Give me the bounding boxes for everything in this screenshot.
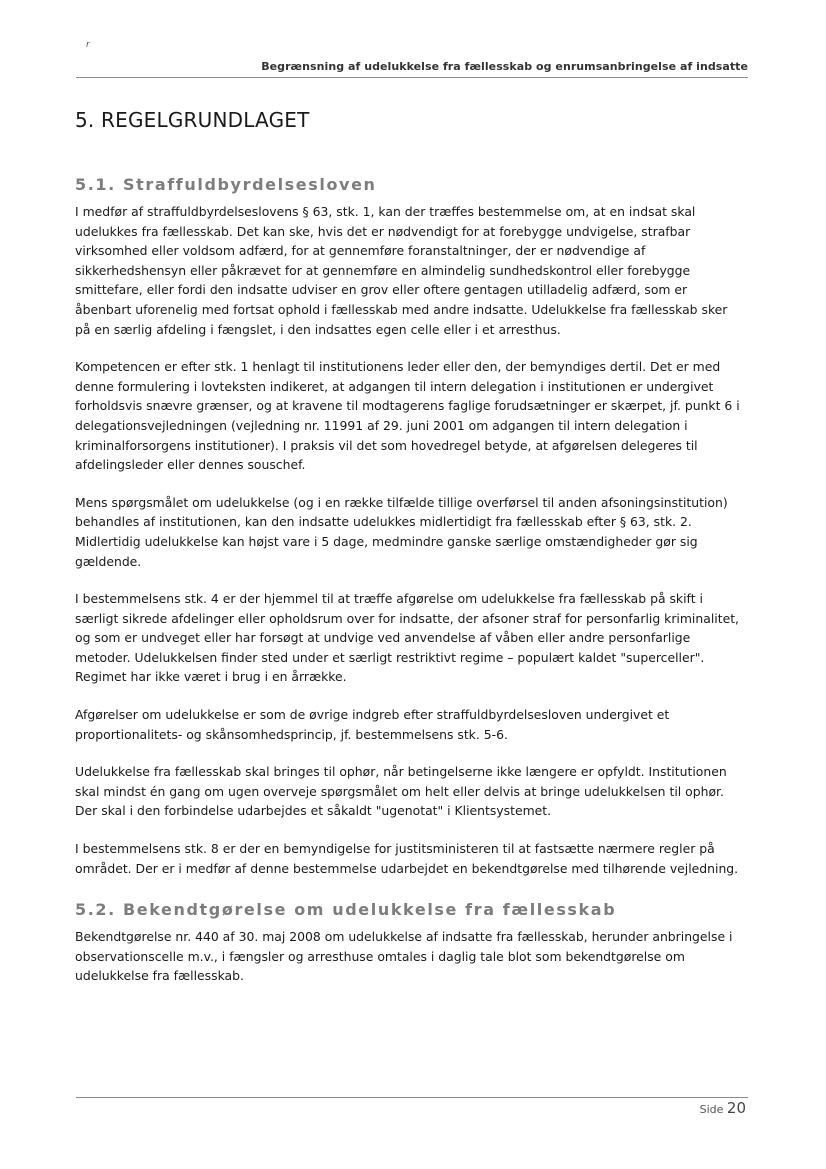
paragraph: Kompetencen er efter stk. 1 henlagt til institutionens leder eller den, der bemyndiges dertil. Det er med denne formulering i lovteksten indikeret, at adgangen til intern delegation i institutionen er undergivet forholdsvis snævre grænser, og at kravene til modtagerens faglige forudsætninger er skærpet, jf. punkt 6 i delegationsvejledningen (vejledning nr. 11991 af 29. juni 2001 om adgangen til intern delegation i kriminalforsorgens institutioner). I praksis vil det som hovedregel betyde, at afgørelsen delegeres til afdelingsleder eller dennes souschef. bbox=[75, 359, 740, 473]
paragraph: Udelukkelse fra fællesskab skal bringes til ophør, når betingelserne ikke længere er opfyldt. Institutionen skal mindst én gang om ugen overveje spørgsmålet om helt eller delvis at bringe udelukkelsen til ophør. Der skal i den forbindelse udarbejdes et såkaldt "ugenotat" i Klientsystemet. bbox=[75, 764, 727, 819]
paragraph: I bestemmelsens stk. 4 er der hjemmel til at træffe afgørelse om udelukkelse fra fællesskab på skift i særligt sikrede afdelinger eller opholdsrum over for indsatte, der afsoner straf for personfarlig kriminalitet, og som er undveget eller har forsøgt at undvige ved anvendelse af våben eller andre personfarlige metoder. Udelukkelsen finder sted under et særligt restriktivt regime – populært kaldet "superceller". Regimet har ikke været i brug i en årrække. bbox=[75, 591, 739, 685]
header-divider bbox=[76, 77, 748, 78]
page-number-value: 20 bbox=[726, 1099, 746, 1117]
section-title: 5.1. Straffuldbyrdelsesloven bbox=[75, 175, 377, 194]
running-header: Begrænsning af udelukkelse fra fællesskab og enrumsanbringelse af indsatte bbox=[261, 60, 748, 73]
section-body bbox=[75, 202, 743, 896]
page-label: Side bbox=[699, 1103, 724, 1116]
scan-mark: r bbox=[86, 40, 90, 50]
footer-divider bbox=[76, 1097, 748, 1098]
page-number bbox=[700, 1099, 746, 1117]
paragraph: I bestemmelsens stk. 8 er der en bemyndigelse for justitsministeren til at fastsætte nærmere regler på området. Der er i medfør af denne bestemmelse udarbejdet en bekendtgørelse med tilhørende vejledning. bbox=[75, 841, 739, 876]
paragraph: Afgørelser om udelukkelse er som de øvrige indgreb efter straffuldbyrdelsesloven undergivet et proportionalitets- og skånsomhedsprincip, jf. bestemmelsens stk. 5-6. bbox=[75, 707, 670, 742]
paragraph: Mens spørgsmålet om udelukkelse (og i en række tilfælde tillige overførsel til anden afsoningsinstitution) behandles af institutionen, kan den indsatte udelukkes midlertidigt fra fællesskab efter § 63, stk. 2. Midlertidig udelukkelse kan højst vare i 5 dage, medmindre ganske særlige omstændigheder gør sig gældende. bbox=[75, 494, 728, 569]
paragraph: I medfør af straffuldbyrdelseslovens § 63, stk. 1, kan der træffes bestemmelse om, at en indsat skal udelukkes fra fællesskab. Det kan ske, hvis det er nødvendigt for at forebygge undvigelse, strafbar virksomhed eller voldsom adfærd, for at gennemføre foranstaltninger, der er nødvendige af sikkerhedshensyn eller påkrævet for at gennemføre en almindelig sundhedskontrol eller forebygge smittefare, eller fordi den indsatte udviser en grov eller oftere gentagen utilladelig adfærd, som er åbenbart uforenelig med fortsat ophold i fællesskab med andre indsatte. Udelukkelse fra fællesskab sker på en særlig afdeling i fængslet, i den indsattes egen celle eller i et arresthus. bbox=[75, 204, 728, 337]
section-body bbox=[75, 927, 743, 1004]
paragraph: Bekendtgørelse nr. 440 af 30. maj 2008 om udelukkelse af indsatte fra fællesskab, herunder anbringelse i observationscelle m.v., i fængsler og arresthuse omtales i daglig tale blot som bekendtgørelse om udelukkelse fra fællesskab. bbox=[75, 929, 733, 984]
chapter-title: 5. REGELGRUNDLAGET bbox=[75, 108, 310, 132]
section-title: 5.2. Bekendtgørelse om udelukkelse fra fællesskab bbox=[75, 900, 617, 919]
